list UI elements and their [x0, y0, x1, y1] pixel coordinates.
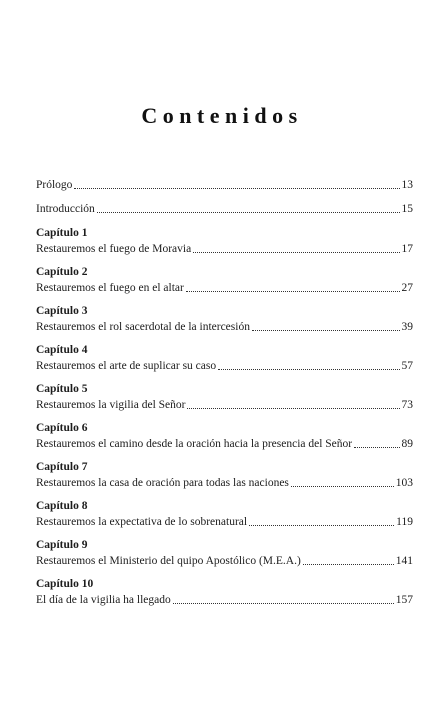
toc-entry[interactable] — [36, 320, 413, 335]
dot-leader — [74, 187, 399, 189]
chapter-heading: Capítulo 4 — [36, 344, 88, 356]
chapter-6 — [36, 421, 413, 452]
chapter-2 — [36, 265, 413, 296]
toc-entry[interactable] — [36, 515, 413, 530]
toc-entry-label: El día de la vigilia ha llegado — [36, 594, 171, 606]
chapter-heading: Capítulo 3 — [36, 305, 88, 317]
toc-page-number: 141 — [395, 555, 413, 567]
toc-page-number: 13 — [401, 179, 413, 191]
chapter-heading: Capítulo 5 — [36, 383, 88, 395]
chapter-7 — [36, 460, 413, 491]
dot-leader — [303, 563, 394, 565]
chapter-10 — [36, 577, 413, 608]
dot-leader — [354, 446, 399, 448]
chapter-9 — [36, 538, 413, 569]
toc-entry[interactable] — [36, 593, 413, 608]
dot-leader — [249, 524, 394, 526]
dot-leader — [193, 251, 399, 253]
toc-entry-label: Introducción — [36, 203, 95, 215]
toc-page-number: 73 — [401, 399, 413, 411]
table-of-contents — [36, 178, 413, 616]
toc-page-number: 89 — [401, 438, 413, 450]
toc-entry-label: Restauremos la casa de oración para todas las naciones — [36, 477, 289, 489]
toc-entry[interactable] — [36, 281, 413, 296]
toc-entry-label: Prólogo — [36, 179, 73, 191]
toc-entry-label: Restauremos el camino desde la oración hacia la presencia del Señor — [36, 438, 353, 450]
dot-leader — [173, 602, 394, 604]
chapter-heading: Capítulo 2 — [36, 266, 88, 278]
chapter-4 — [36, 343, 413, 374]
toc-entry[interactable] — [36, 554, 413, 569]
toc-entry-label: Restauremos el fuego en el altar — [36, 282, 184, 294]
chapter-8 — [36, 499, 413, 530]
toc-entry[interactable] — [36, 437, 413, 452]
page-title: Contenidos — [141, 103, 303, 128]
toc-entry[interactable] — [36, 242, 413, 257]
chapter-heading: Capítulo 10 — [36, 578, 94, 590]
chapter-heading: Capítulo 1 — [36, 227, 88, 239]
toc-entry[interactable] — [36, 476, 413, 491]
chapter-heading: Capítulo 6 — [36, 422, 88, 434]
toc-page-number: 39 — [401, 321, 413, 333]
toc-page-number: 57 — [401, 360, 413, 372]
chapter-5 — [36, 382, 413, 413]
chapter-heading: Capítulo 7 — [36, 461, 88, 473]
toc-entry-label: Restauremos la vigilia del Señor — [36, 399, 186, 411]
toc-page-number: 119 — [396, 516, 413, 528]
toc-entry[interactable] — [36, 359, 413, 374]
toc-entry-introduccion[interactable] — [36, 202, 413, 217]
toc-page-number: 157 — [395, 594, 413, 606]
chapter-heading: Capítulo 8 — [36, 500, 88, 512]
toc-entry-label: Restauremos el Ministerio del quipo Apostólico (M.E.A.) — [36, 555, 301, 567]
dot-leader — [186, 290, 400, 292]
toc-page-number: 103 — [395, 477, 413, 489]
toc-entry-label: Restauremos el fuego de Moravia — [36, 243, 192, 255]
chapter-heading: Capítulo 9 — [36, 539, 88, 551]
toc-entry-prologo[interactable] — [36, 178, 413, 193]
dot-leader — [187, 407, 399, 409]
dot-leader — [291, 485, 394, 487]
toc-entry-label: Restauremos el rol sacerdotal de la intercesión — [36, 321, 250, 333]
toc-entry[interactable] — [36, 398, 413, 413]
toc-page-number: 15 — [401, 203, 413, 215]
toc-entry-label: Restauremos la expectativa de lo sobrenatural — [36, 516, 248, 528]
chapter-1 — [36, 226, 413, 257]
dot-leader — [252, 329, 400, 331]
dot-leader — [97, 211, 400, 213]
chapter-3 — [36, 304, 413, 335]
toc-entry-label: Restauremos el arte de suplicar su caso — [36, 360, 217, 372]
dot-leader — [218, 368, 399, 370]
toc-page-number: 27 — [401, 282, 413, 294]
toc-page-number: 17 — [401, 243, 413, 255]
